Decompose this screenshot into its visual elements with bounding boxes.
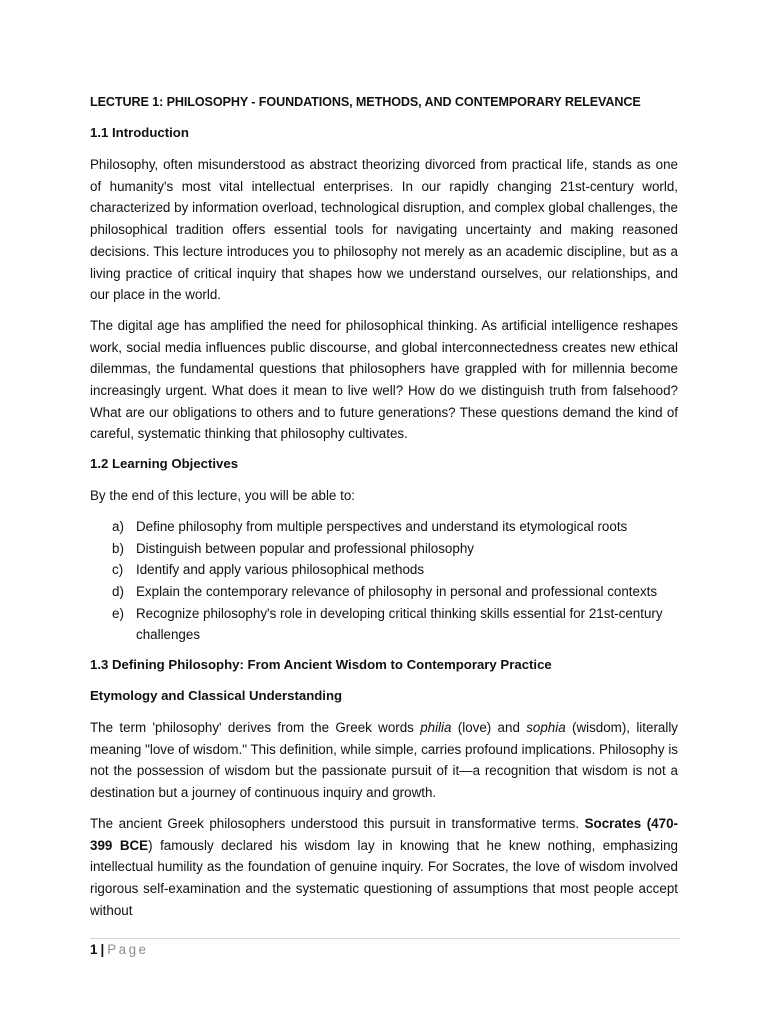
socrates-text-2: ) famously declared his wisdom lay in knowing that he knew nothing, emphasizing intellectual humility as the foundation of genuine inquiry. For Socrates, the love of wisdom involved rigorous self-examination and the systematic questioning of assumptions that most people accept without — [90, 837, 678, 918]
subheading-etymology: Etymology and Classical Understanding — [90, 688, 343, 704]
etymology-text-2: (love) and — [451, 720, 527, 736]
etymology-text-1: The term 'philosophy' derives from the Greek words — [90, 720, 421, 736]
list-item — [90, 538, 678, 560]
etymology-text-3: (wisdom), literally meaning "love of wisdom." This definition, while simple, carries profound implications. Philosophy is not the possession of wisdom but the passionate pursuit of it—a recognition that wisdom is not a destination but a journey of continuous inquiry and growth. — [90, 720, 678, 801]
introduction-paragraph-2: The digital age has amplified the need for philosophical thinking. As artificial intelligence reshapes work, social media influences public discourse, and global interconnectedness creates new ethical dilemmas, the fundamental questions that philosophers have grappled with for millennia become increasingly urgent. What does it mean to live well? How do we distinguish truth from falsehood? What are our obligations to others and to future generations? These questions demand the kind of careful, systematic thinking that philosophy cultivates. — [90, 317, 678, 442]
page-footer — [90, 940, 148, 960]
list-marker: c) — [112, 562, 124, 578]
objectives-intro: By the end of this lecture, you will be able to: — [90, 488, 355, 504]
page-number: 1 — [90, 942, 98, 957]
section-heading-learning-objectives: 1.2 Learning Objectives — [90, 456, 239, 472]
lecture-title: LECTURE 1: PHILOSOPHY - FOUNDATIONS, METHODS, AND CONTEMPORARY RELEVANCE — [90, 95, 641, 109]
list-marker: a) — [112, 518, 124, 534]
list-marker: b) — [112, 540, 124, 556]
introduction-paragraph-1: Philosophy, often misunderstood as abstract theorizing divorced from practical life, stands as one of humanity's most vital intellectual enterprises. In our rapidly changing 21st-century world, characterized by information overload, technological disruption, and complex global challenges, the philosophical tradition offers essential tools for navigating uncertainty and making reasoned decisions. This lecture introduces you to philosophy not merely as an academic discipline, but as a living practice of critical inquiry that shapes how we understand ourselves, our relationships, and our place in the world. — [90, 157, 678, 303]
list-marker: e) — [112, 605, 124, 621]
socrates-name: Socrates (470-399 BCE — [90, 815, 678, 853]
list-marker: d) — [112, 583, 124, 599]
section-heading-introduction: 1.1 Introduction — [90, 125, 189, 140]
footer-divider — [90, 938, 680, 939]
socrates-paragraph — [90, 813, 678, 922]
socrates-text-1: The ancient Greek philosophers understood this pursuit in transformative terms. — [90, 815, 585, 831]
list-item-text: Define philosophy from multiple perspectives and understand its etymological roots — [136, 518, 628, 534]
footer-separator: | — [100, 942, 105, 957]
list-item-text: Identify and apply various philosophical methods — [136, 562, 425, 578]
term-philia: philia — [420, 720, 452, 736]
list-item — [90, 516, 678, 538]
document-page — [90, 92, 678, 930]
list-item — [90, 559, 678, 581]
list-item-text: Recognize philosophy's role in developing critical thinking skills essential for 21st-century challenges — [136, 605, 663, 643]
objectives-list — [90, 516, 678, 646]
page-label: Page — [107, 942, 149, 957]
list-item — [90, 603, 678, 646]
term-sophia: sophia — [526, 720, 566, 736]
list-item — [90, 581, 678, 603]
list-item-text: Explain the contemporary relevance of philosophy in personal and professional contexts — [136, 583, 658, 599]
section-heading-defining-philosophy: 1.3 Defining Philosophy: From Ancient Wisdom to Contemporary Practice — [90, 657, 552, 673]
list-item-text: Distinguish between popular and professional philosophy — [136, 540, 474, 556]
etymology-paragraph — [90, 717, 678, 804]
